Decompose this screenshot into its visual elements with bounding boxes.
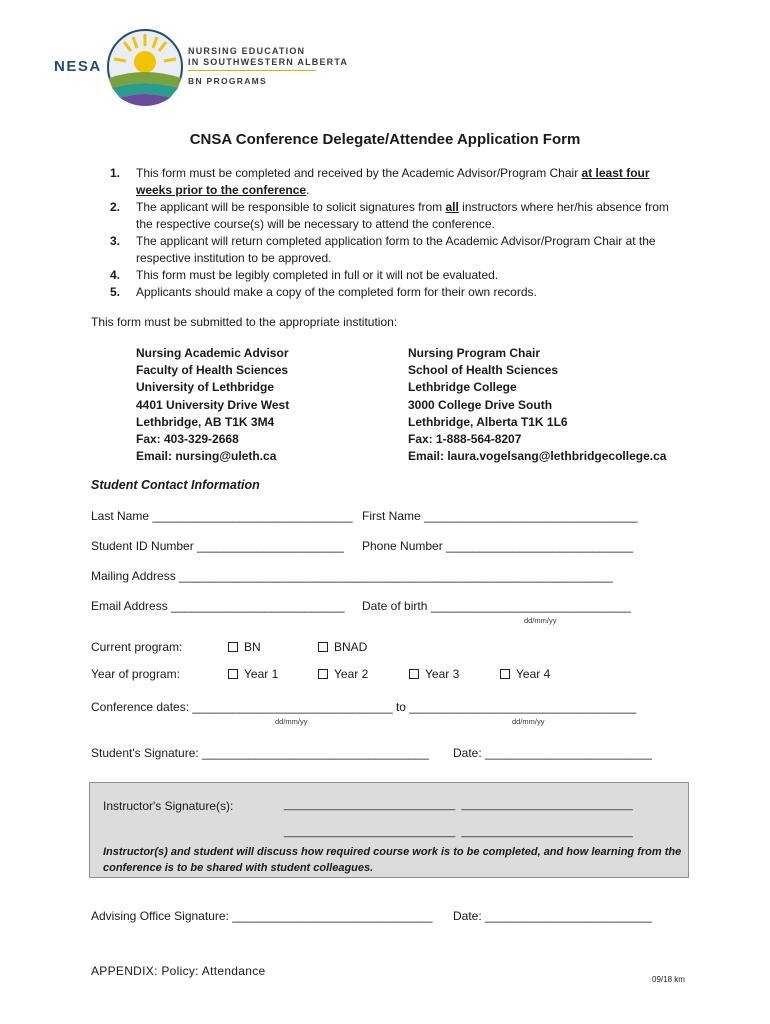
instructor-signature-lines[interactable]: ____________________________ ____________________________ — [284, 799, 633, 811]
first-name-field[interactable]: First Name ________________________________ — [362, 509, 638, 523]
checkbox-icon[interactable] — [228, 642, 238, 652]
logo-divider — [188, 70, 316, 71]
checkbox-icon[interactable] — [500, 669, 510, 679]
instructor-signature-lines[interactable]: ____________________________ ____________________________ — [284, 826, 633, 838]
form-title: CNSA Conference Delegate/Attendee Application Form — [189, 131, 581, 148]
rule-number: 4. — [110, 268, 121, 282]
year-option-2[interactable]: Year 2 — [318, 667, 368, 681]
submit-intro: This form must be submitted to the appropriate institution: — [91, 315, 398, 329]
year-option-1[interactable]: Year 1 — [228, 667, 278, 681]
rule-text: The applicant will be responsible to solicit signatures from all instructors where her/his absence from the respective course(s) will be necessary to attend the conference. — [136, 200, 669, 231]
conference-start-hint: dd/mm/yy — [275, 717, 308, 726]
rule-text: This form must be legibly completed in full or it will not be evaluated. — [136, 268, 499, 282]
rule-number: 3. — [110, 234, 121, 248]
mailing-address-field[interactable]: Mailing Address _________________________________________________________________ — [91, 569, 613, 583]
phone-field[interactable]: Phone Number ____________________________ — [362, 539, 633, 553]
org-name-line3: BN PROGRAMS — [188, 76, 267, 86]
checkbox-icon[interactable] — [318, 642, 328, 652]
instructor-note: Instructor(s) and student will discuss how required course work is to be completed, and how learning from the conference is to be shared with student colleagues. — [103, 846, 682, 874]
checkbox-icon[interactable] — [409, 669, 419, 679]
address-lethbridge-college: Nursing Program Chair School of Health Sciences Lethbridge College 3000 College Drive South Lethbridge, Alberta T1K 1L6 Fax: 1-888-564-8207 Email: laura.vogelsang@lethbridgecollege.ca — [408, 346, 667, 464]
date-of-birth-field[interactable]: Date of birth ______________________________ — [362, 599, 631, 613]
nesa-logo-text: NESA — [54, 58, 102, 75]
advising-date-field[interactable]: Date: _________________________ — [453, 909, 652, 923]
student-id-field[interactable]: Student ID Number ______________________ — [91, 539, 344, 553]
org-name-line2: IN SOUTHWESTERN ALBERTA — [188, 57, 349, 67]
section-heading: Student Contact Information — [91, 478, 260, 492]
program-option-bn[interactable]: BN — [228, 640, 261, 654]
current-program-label: Current program: — [91, 640, 183, 654]
conference-dates-field[interactable]: Conference dates: ______________________________ to __________________________________ — [91, 700, 637, 714]
rule-text: The applicant will return completed application form to the Academic Advisor/Program Chair at the respective institution to be approved. — [136, 234, 656, 265]
student-signature-field[interactable]: Student's Signature: __________________________________ — [91, 746, 429, 760]
conference-end-hint: dd/mm/yy — [512, 717, 545, 726]
year-option-4[interactable]: Year 4 — [500, 667, 550, 681]
version-code: 09/18 km — [652, 975, 685, 984]
rule-text: This form must be completed and received by the Academic Advisor/Program Chair at least four weeks prior to the conference. — [136, 166, 650, 197]
program-option-bnad[interactable]: BNAD — [318, 640, 367, 654]
dob-format-hint: dd/mm/yy — [524, 616, 557, 625]
year-of-program-label: Year of program: — [91, 667, 180, 681]
org-name-line1: NURSING EDUCATION — [188, 46, 306, 56]
advising-signature-field[interactable]: Advising Office Signature: ______________________________ — [91, 909, 433, 923]
address-uleth: Nursing Academic Advisor Faculty of Health Sciences University of Lethbridge 4401 University Drive West Lethbridge, AB T1K 3M4 Fax: 403-329-2668 Email: nursing@uleth.ca — [136, 346, 290, 464]
appendix-line: APPENDIX: Policy: Attendance — [91, 964, 266, 978]
rule-number: 2. — [110, 200, 121, 214]
rule-text: Applicants should make a copy of the completed form for their own records. — [136, 285, 537, 299]
student-date-field[interactable]: Date: _________________________ — [453, 746, 652, 760]
last-name-field[interactable]: Last Name ______________________________ — [91, 509, 353, 523]
email-field[interactable]: Email Address __________________________ — [91, 599, 345, 613]
checkbox-icon[interactable] — [318, 669, 328, 679]
sun-logo-icon — [106, 28, 184, 106]
checkbox-icon[interactable] — [228, 669, 238, 679]
year-option-3[interactable]: Year 3 — [409, 667, 459, 681]
instructor-signature-label: Instructor's Signature(s): — [103, 799, 234, 813]
rule-number: 5. — [110, 285, 121, 299]
rule-number: 1. — [110, 166, 121, 180]
